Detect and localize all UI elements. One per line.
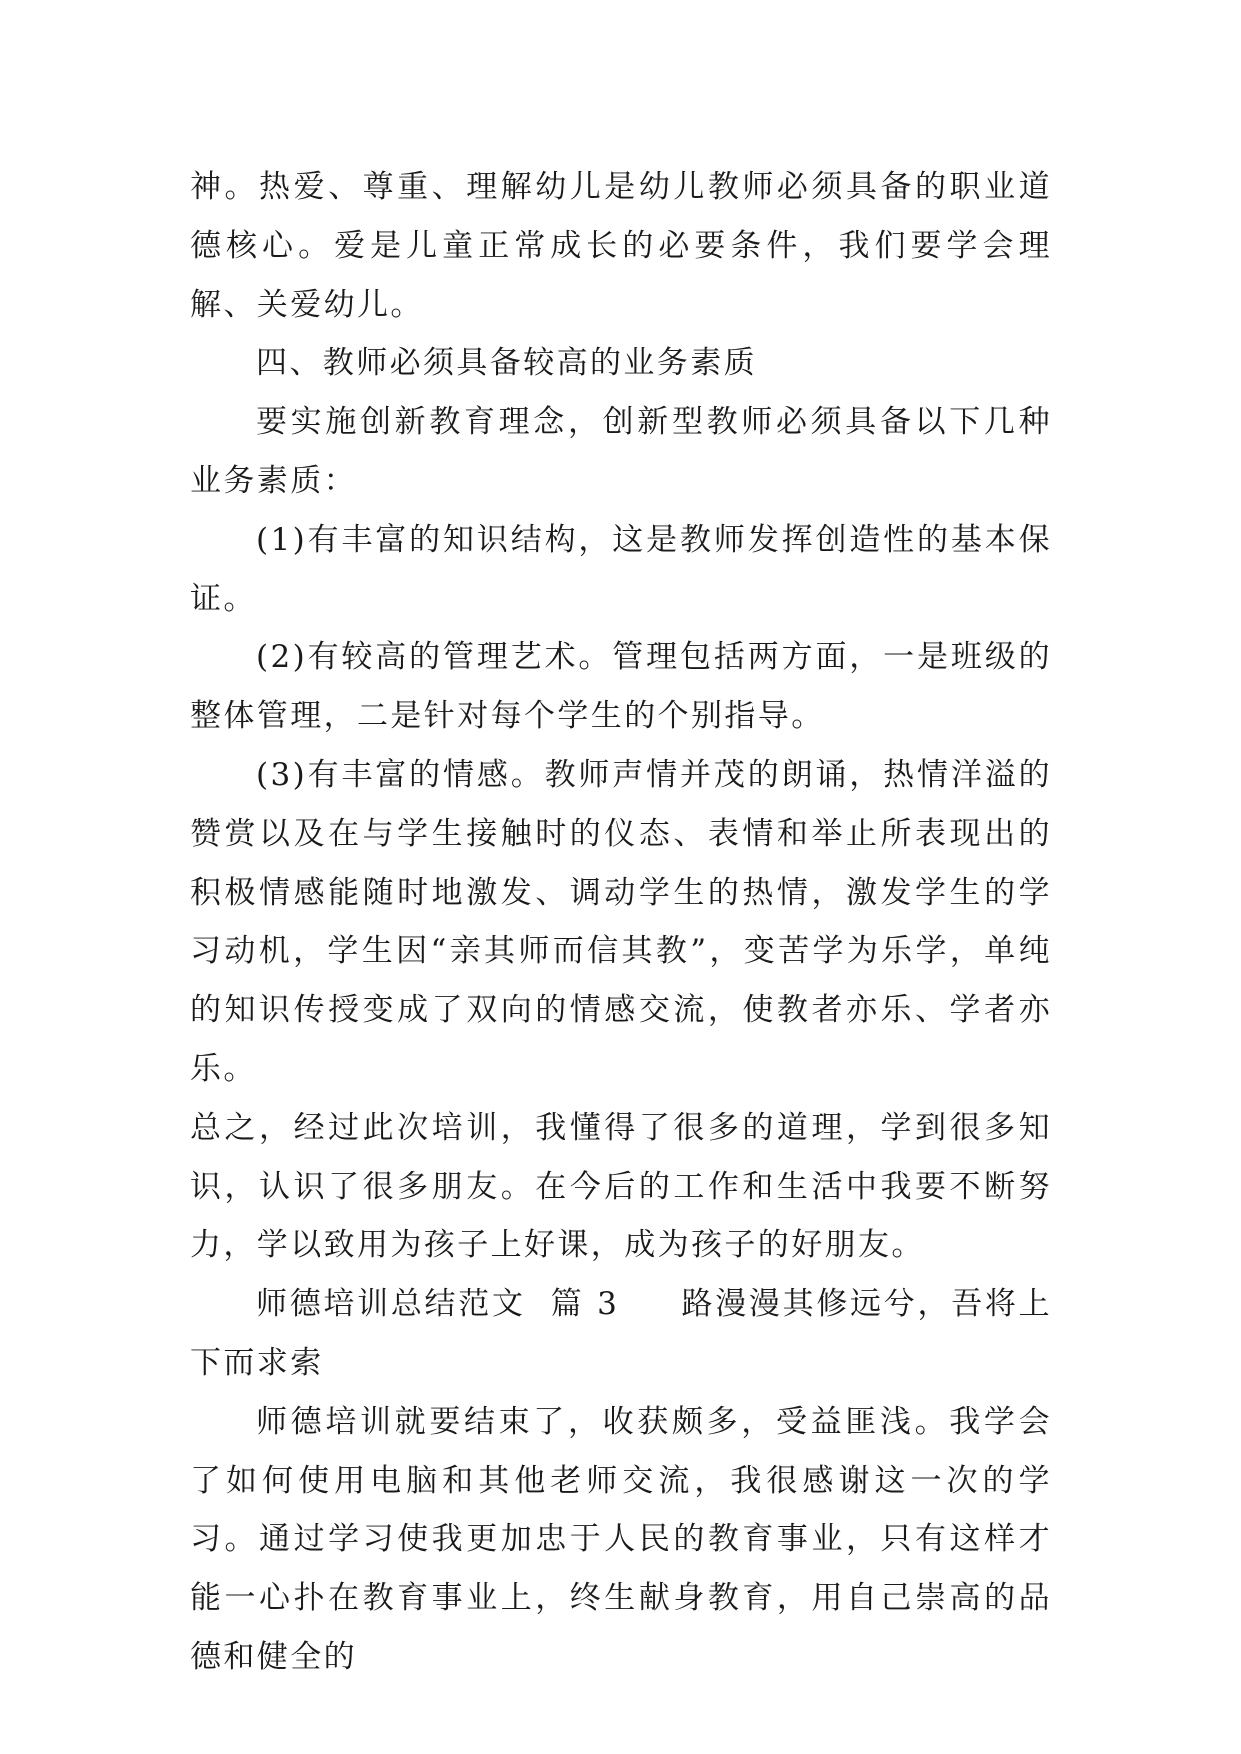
paragraph-summary: 总之，经过此次培训，我懂得了很多的道理，学到很多知识，认识了很多朋友。在今后的工作和生活中我要不断努力，学以致用为孩子上好课，成为孩子的好朋友。 bbox=[190, 1109, 1052, 1264]
list-item-management-art: (2)有较高的管理艺术。管理包括两方面，一是班级的整体管理，二是针对每个学生的个别指导。 bbox=[190, 639, 1052, 735]
article-title: 师德培训总结范文 bbox=[256, 1286, 526, 1323]
paragraph-innovation-intro: 要实施创新教育理念，创新型教师必须具备以下几种业务素质： bbox=[190, 404, 1052, 499]
section-heading-professional-quality: 四、教师必须具备较高的业务素质 bbox=[256, 345, 757, 382]
article-part-number: 篇 3 bbox=[550, 1286, 620, 1323]
paragraph-love-children: 神。热爱、尊重、理解幼儿是幼儿教师必须具备的职业道德核心。爱是儿童正常成长的必要条件，我们要学会理解、关爱幼儿。 bbox=[190, 169, 1052, 323]
paragraph-training-conclusion: 师德培训就要结束了，收获颇多，受益匪浅。我学会了如何使用电脑和其他老师交流，我很感谢这一次的学习。通过学习使我更加忠于人民的教育事业，只有这样才能一心扑在教育事业上，终生献身教育，用自己崇高的品德和健全的 bbox=[190, 1403, 1052, 1675]
document-body bbox=[190, 158, 1052, 1687]
article-heading bbox=[190, 1275, 1052, 1393]
article-quote: 路漫漫其修远兮，吾将上下而求索 bbox=[190, 1286, 1052, 1381]
list-item-rich-emotion: (3)有丰富的情感。教师声情并茂的朗诵，热情洋溢的赞赏以及在与学生接触时的仪态、表情和举止所表现出的积极情感能随时地激发、调动学生的热情，激发学生的学习动机，学生因“亲其师而信其教”，变苦学为乐学，单纯的知识传授变成了双向的情感交流，使教者亦乐、学者亦乐。 bbox=[190, 756, 1052, 1087]
list-item-knowledge-structure: (1)有丰富的知识结构，这是教师发挥创造性的基本保证。 bbox=[190, 521, 1052, 617]
